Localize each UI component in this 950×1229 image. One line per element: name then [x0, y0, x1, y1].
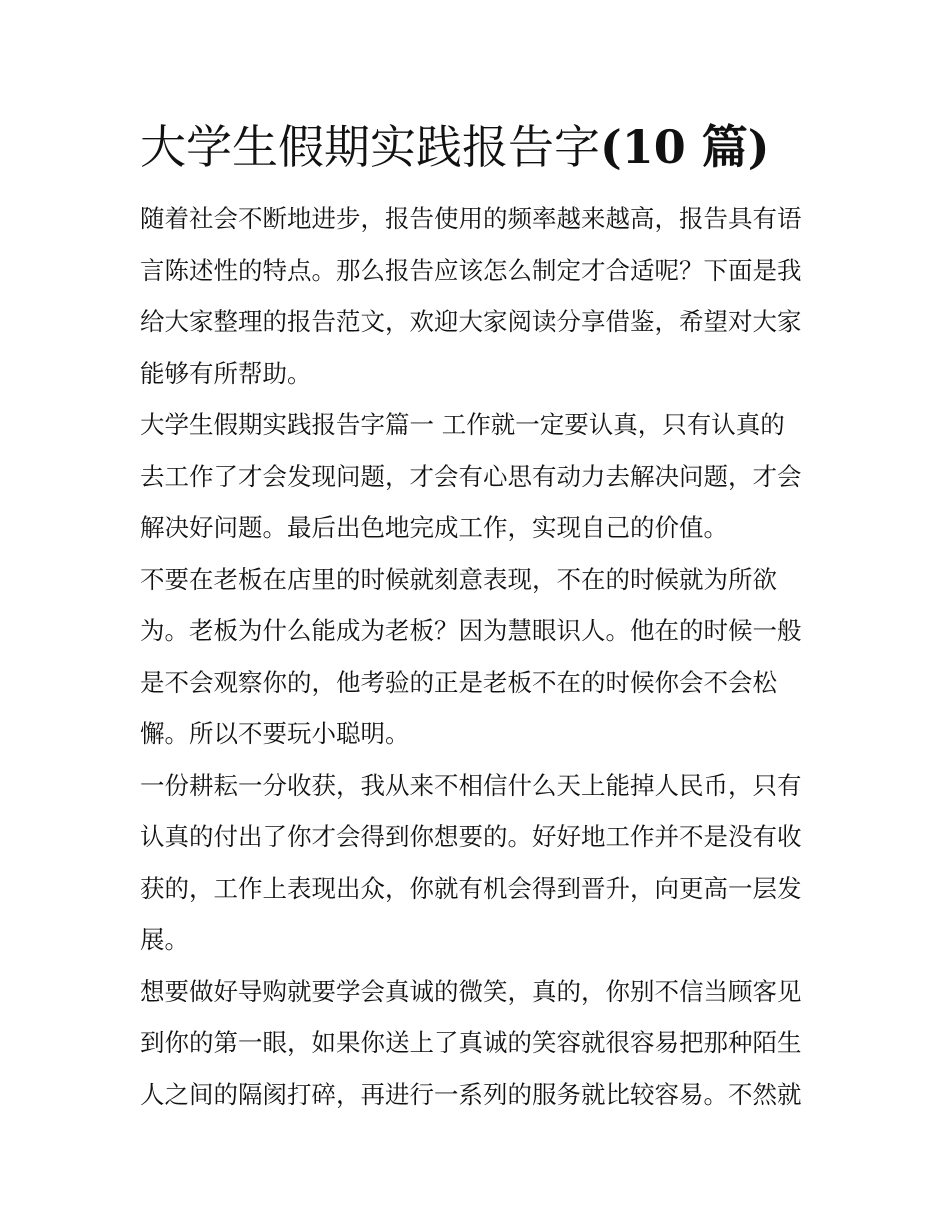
- paragraph-line: 想要做好导购就要学会真诚的微笑，真的，你别不信当顾客见: [140, 976, 802, 1006]
- paragraph-line: 展。: [140, 925, 189, 954]
- paragraph-line: 能够有所帮助。: [140, 358, 312, 388]
- paragraph-4: [140, 966, 820, 1121]
- paragraph-line: 为。老板为什么能成为老板？因为慧眼识人。他在的时候一般: [140, 616, 802, 645]
- paragraph-line: 解决好问题。最后出色地完成工作，实现自己的价值。: [140, 513, 728, 542]
- title-main: 大学生假期实践报告字: [140, 120, 600, 174]
- paragraph-line: 不要在老板在店里的时候就刻意表现，不在的时候就为所欲: [140, 564, 777, 594]
- paragraph-line: 去工作了才会发现问题，才会有心思有动力去解决问题，才会: [140, 461, 802, 491]
- paragraph-1: [140, 399, 820, 554]
- document-page: [140, 112, 820, 1120]
- paragraph-line: 言陈述性的特点。那么报告应该怎么制定才合适呢？下面是我: [140, 255, 802, 285]
- paragraph-intro: [140, 193, 820, 399]
- paragraph-line: 一份耕耘一分收获，我从来不相信什么天上能掉人民币，只有: [140, 770, 802, 800]
- paragraph-line: 获的，工作上表现出众，你就有机会得到晋升，向更高一层发: [140, 873, 802, 903]
- paragraph-line: 懈。所以不要玩小聪明。: [140, 719, 410, 748]
- paragraph-line: 是不会观察你的，他考验的正是老板不在的时候你会不会松: [140, 667, 777, 697]
- paragraph-line: 人之间的隔阂打碎，再进行一系列的服务就比较容易。不然就: [140, 1079, 802, 1109]
- paragraph-line: 随着社会不断地进步，报告使用的频率越来越高，报告具有语: [140, 204, 802, 233]
- paragraph-line: 到你的第一眼，如果你送上了真诚的笑容就很容易把那种陌生: [140, 1028, 802, 1057]
- paragraph-3: [140, 760, 820, 966]
- paragraph-line: 大学生假期实践报告字篇一 工作就一定要认真，只有认真的: [140, 410, 785, 439]
- paragraph-2: [140, 554, 820, 760]
- document-title: [140, 112, 820, 182]
- title-suffix: (10 篇): [600, 120, 770, 174]
- paragraph-line: 认真的付出了你才会得到你想要的。好好地工作并不是没有收: [140, 822, 802, 851]
- paragraph-line: 给大家整理的报告范文，欢迎大家阅读分享借鉴，希望对大家: [140, 307, 802, 336]
